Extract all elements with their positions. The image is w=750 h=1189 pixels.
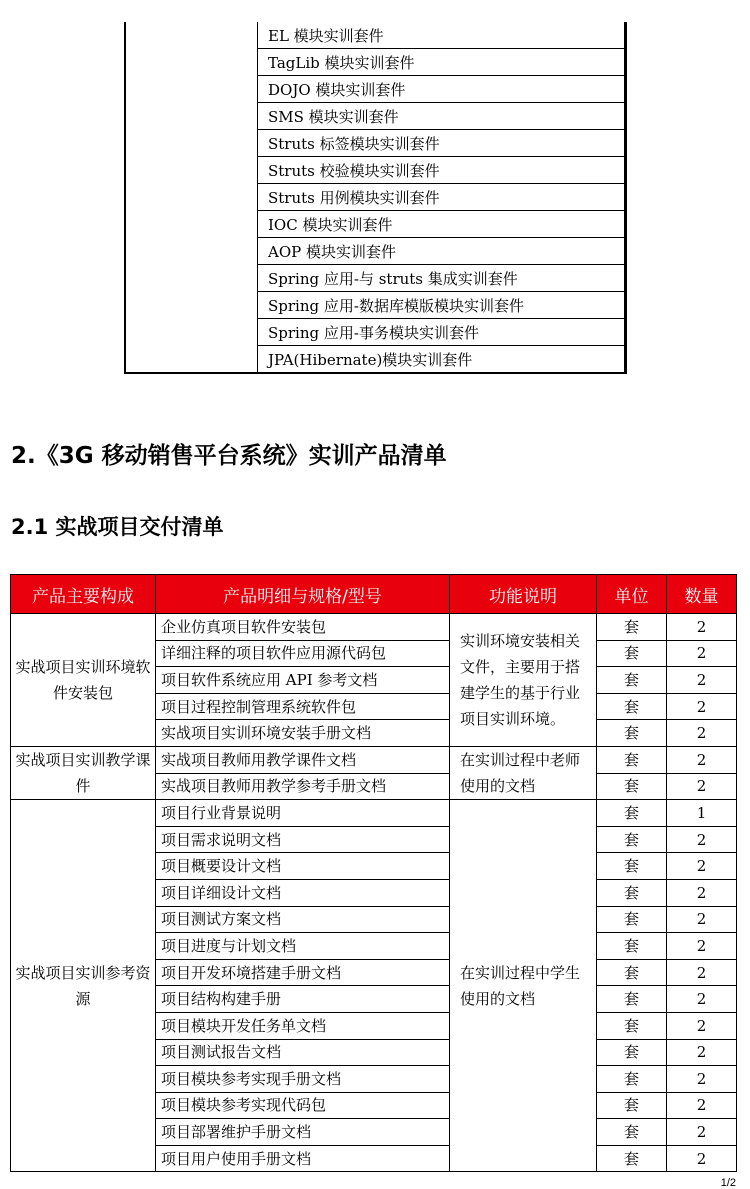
qty-cell: 2 (667, 986, 737, 1013)
unit-cell: 套 (597, 853, 667, 880)
continued-module-table (124, 22, 627, 374)
unit-cell: 套 (597, 826, 667, 853)
qty-cell: 2 (667, 1066, 737, 1093)
qty-cell: 2 (667, 1039, 737, 1066)
deliverables-header-row (11, 575, 737, 614)
qty-cell: 2 (667, 1145, 737, 1172)
detail-cell: 实战项目实训环境安装手册文档 (156, 720, 450, 747)
module-item: TagLib 模块实训套件 (258, 49, 625, 76)
detail-cell: 项目测试报告文档 (156, 1039, 450, 1066)
header-unit: 单位 (597, 575, 667, 614)
module-item: Struts 用例模块实训套件 (258, 184, 625, 211)
header-qty: 数量 (667, 575, 737, 614)
unit-cell: 套 (597, 933, 667, 960)
detail-cell: 项目结构构建手册 (156, 986, 450, 1013)
module-item: JPA(Hibernate)模块实训套件 (258, 346, 625, 374)
qty-cell: 2 (667, 1012, 737, 1039)
detail-cell: 项目模块参考实现代码包 (156, 1092, 450, 1119)
detail-cell: 项目概要设计文档 (156, 853, 450, 880)
module-item: AOP 模块实训套件 (258, 238, 625, 265)
function-cell: 在实训过程中学生使用的文档 (450, 800, 597, 1172)
qty-cell: 1 (667, 800, 737, 827)
detail-cell: 项目开发环境搭建手册文档 (156, 959, 450, 986)
module-item: DOJO 模块实训套件 (258, 76, 625, 103)
right-cell-empty (625, 22, 627, 373)
table-row (11, 614, 737, 641)
unit-cell: 套 (597, 1066, 667, 1093)
qty-cell: 2 (667, 640, 737, 667)
module-item: Spring 应用-与 struts 集成实训套件 (258, 265, 625, 292)
qty-cell: 2 (667, 720, 737, 747)
unit-cell: 套 (597, 986, 667, 1013)
detail-cell: 项目需求说明文档 (156, 826, 450, 853)
deliverables-table (10, 574, 737, 1172)
module-item: IOC 模块实训套件 (258, 211, 625, 238)
unit-cell: 套 (597, 1119, 667, 1146)
detail-cell: 详细注释的项目软件应用源代码包 (156, 640, 450, 667)
category-cell-empty (125, 22, 258, 373)
qty-cell: 2 (667, 853, 737, 880)
unit-cell: 套 (597, 1145, 667, 1172)
detail-cell: 实战项目教师用教学课件文档 (156, 746, 450, 773)
module-item: Spring 应用-事务模块实训套件 (258, 319, 625, 346)
qty-cell: 2 (667, 667, 737, 694)
detail-cell: 项目模块开发任务单文档 (156, 1012, 450, 1039)
detail-cell: 项目过程控制管理系统软件包 (156, 693, 450, 720)
detail-cell: 项目行业背景说明 (156, 800, 450, 827)
unit-cell: 套 (597, 1012, 667, 1039)
detail-cell: 实战项目教师用教学参考手册文档 (156, 773, 450, 800)
unit-cell: 套 (597, 667, 667, 694)
detail-cell: 项目模块参考实现手册文档 (156, 1066, 450, 1093)
function-cell: 在实训过程中老师使用的文档 (450, 746, 597, 799)
detail-cell: 企业仿真项目软件安装包 (156, 614, 450, 641)
qty-cell: 2 (667, 693, 737, 720)
unit-cell: 套 (597, 720, 667, 747)
qty-cell: 2 (667, 826, 737, 853)
module-row (125, 22, 626, 49)
module-item: Spring 应用-数据库模版模块实训套件 (258, 292, 625, 319)
unit-cell: 套 (597, 1092, 667, 1119)
qty-cell: 2 (667, 933, 737, 960)
subsection-heading: 2.1 实战项目交付清单 (11, 515, 224, 539)
unit-cell: 套 (597, 773, 667, 800)
function-cell: 实训环境安装相关文件，主要用于搭建学生的基于行业项目实训环境。 (450, 614, 597, 747)
qty-cell: 2 (667, 746, 737, 773)
qty-cell: 2 (667, 614, 737, 641)
unit-cell: 套 (597, 693, 667, 720)
qty-cell: 2 (667, 1119, 737, 1146)
unit-cell: 套 (597, 640, 667, 667)
table-row (11, 746, 737, 773)
header-category: 产品主要构成 (11, 575, 156, 614)
unit-cell: 套 (597, 959, 667, 986)
detail-cell: 项目详细设计文档 (156, 879, 450, 906)
category-cell: 实战项目实训教学课件 (11, 746, 156, 799)
header-detail: 产品明细与规格/型号 (156, 575, 450, 614)
unit-cell: 套 (597, 879, 667, 906)
module-item: Struts 校验模块实训套件 (258, 157, 625, 184)
unit-cell: 套 (597, 1039, 667, 1066)
module-item: SMS 模块实训套件 (258, 103, 625, 130)
unit-cell: 套 (597, 614, 667, 641)
module-item: Struts 标签模块实训套件 (258, 130, 625, 157)
module-item: EL 模块实训套件 (258, 22, 625, 49)
qty-cell: 2 (667, 906, 737, 933)
unit-cell: 套 (597, 800, 667, 827)
table-row (11, 800, 737, 827)
detail-cell: 项目测试方案文档 (156, 906, 450, 933)
page-number: 1/2 (720, 1177, 736, 1189)
qty-cell: 2 (667, 773, 737, 800)
category-cell: 实战项目实训参考资源 (11, 800, 156, 1172)
category-cell: 实战项目实训环境软件安装包 (11, 614, 156, 747)
detail-cell: 项目软件系统应用 API 参考文档 (156, 667, 450, 694)
unit-cell: 套 (597, 906, 667, 933)
qty-cell: 2 (667, 879, 737, 906)
detail-cell: 项目进度与计划文档 (156, 933, 450, 960)
section-heading: 2.《3G 移动销售平台系统》实训产品清单 (11, 443, 447, 469)
detail-cell: 项目用户使用手册文档 (156, 1145, 450, 1172)
header-function: 功能说明 (450, 575, 597, 614)
unit-cell: 套 (597, 746, 667, 773)
qty-cell: 2 (667, 959, 737, 986)
detail-cell: 项目部署维护手册文档 (156, 1119, 450, 1146)
qty-cell: 2 (667, 1092, 737, 1119)
